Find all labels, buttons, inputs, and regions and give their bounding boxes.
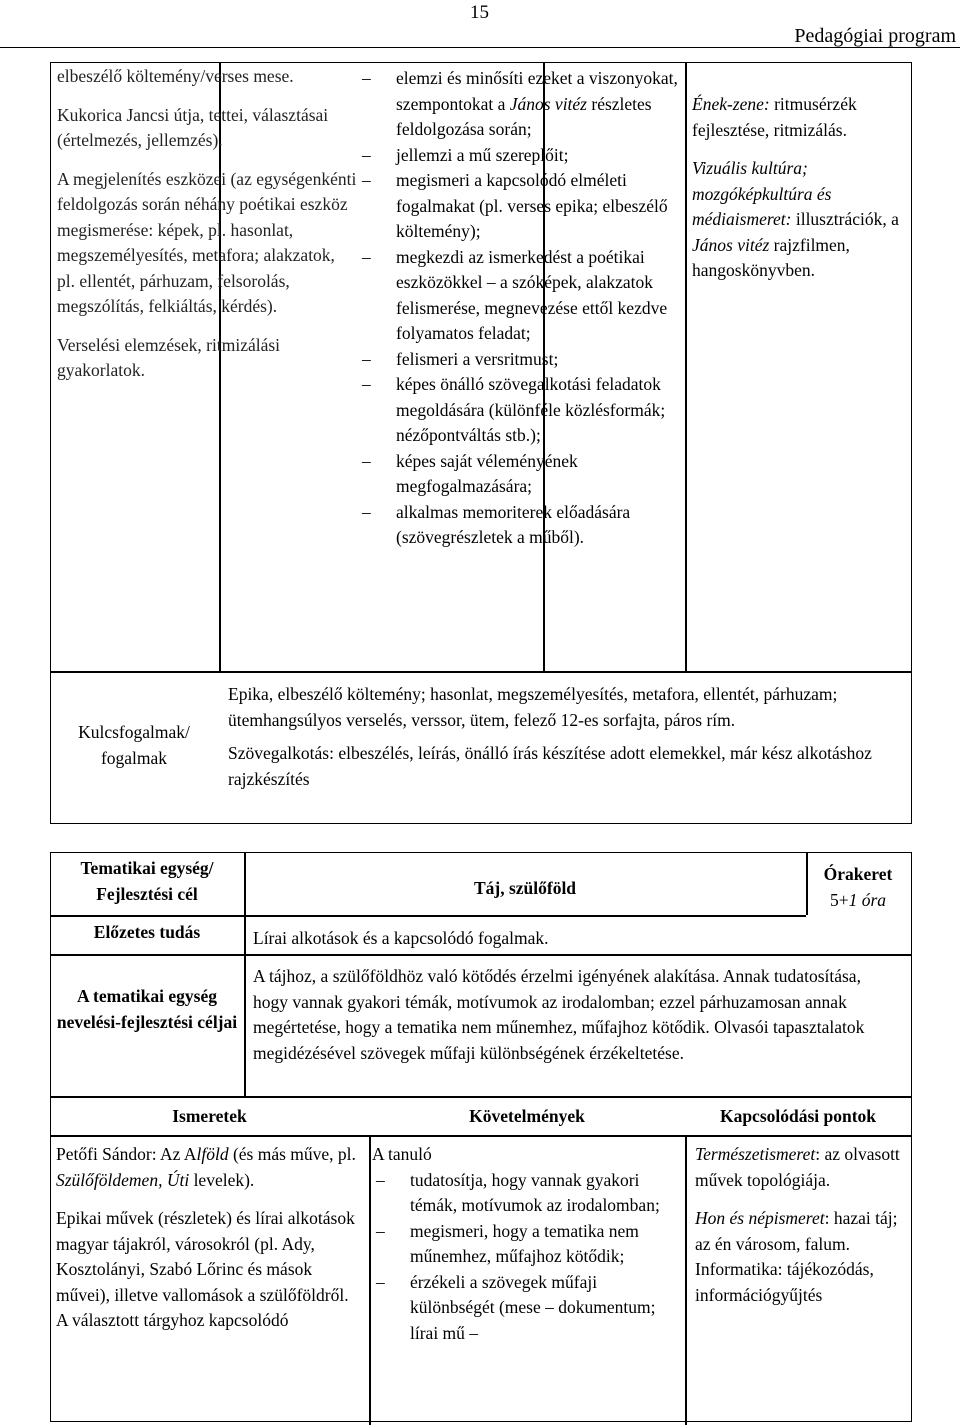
prior-knowledge-text: Lírai alkotások és a kapcsolódó fogalmak. (253, 928, 549, 948)
program-title: Pedagógiai program (794, 25, 956, 47)
key-concepts-paragraph: Szövegalkotás: elbeszélés, leírás, önálló írás készítése adott elemekkel, már kész alkotáshoz rajzkészítés (228, 743, 872, 789)
connection-homeland: Hon és népismeret: hazai táj; az én városom, falum. (695, 1208, 898, 1254)
topic-paragraph: A megjelenítés eszközei (az egységenkénti feldolgozás során néhány poétikai eszköz megismerése: képek, pl. hasonlat, megszemélyesítés, metafora; alakzatok, pl. ellentét, párhuzam, felsorolás, megszólítás, felkiáltás, kérdés). (57, 168, 357, 316)
requirement-item: – megkezdi az ismerkedést a poétikai eszközökkel – a szóképek, alakzatok felismerése, megnevezése ettől kezdve folyamatos feladat; (358, 245, 678, 347)
knowledge-column (56, 1142, 356, 1334)
hours-value: 5+1 óra (829, 889, 887, 910)
requirement-item: – megismeri a kapcsolódó elméleti fogalmakat (pl. verses epika; elbeszélő költemény); (358, 168, 678, 245)
header-divider (0, 47, 960, 48)
requirement-item: – jellemzi a mű szereplőit; (358, 143, 678, 169)
knowledge-paragraph: Epikai művek (részletek) és lírai alkotások magyar tájakról, városokról (pl. Ady, Kosztolányi, Szabó Lőrinc és mások művei), illetve vallomások a szülőföldről. A választott tárgyhoz kapcsolódó (56, 1208, 355, 1330)
student-intro: A tanuló (372, 1144, 432, 1164)
requirement-item: – alkalmas memoriterek előadására (szövegrészletek a műből). (358, 500, 678, 551)
topic-paragraph: Kukorica Jancsi útja, tettei, választásai (értelmezés, jellemzés). (57, 104, 329, 150)
student-requirements-list (372, 1168, 684, 1347)
header-connections: Kapcsolódási pontok (719, 1106, 877, 1126)
requirements-list (358, 66, 678, 551)
key-concepts-text (228, 682, 908, 792)
requirement-item: – elemzi és minősíti ezeket a viszonyokat, szempontokat a János vitéz részletes feldolgozása során; (358, 66, 678, 143)
topic-paragraph: Verselési elemzések, ritmizálási gyakorlatok. (57, 334, 281, 380)
unit-label: Tematikai egység/ Fejlesztési cél (80, 858, 214, 904)
goals-label: A tematikai egység nevelési-fejlesztési céljai (56, 986, 238, 1032)
connection-informatics: Informatika: tájékozódás, információgyűjtés (695, 1259, 874, 1305)
unit-title: Táj, szülőföld (473, 878, 577, 898)
requirement-item: – képes önálló szövegalkotási feladatok megoldására (különféle közlésformák; nézőpontváltás stb.); (358, 372, 678, 449)
key-concepts-paragraph: Epika, elbeszélő költemény; hasonlat, megszemélyesítés, metafora, ellentét, párhuzam; ütemhangsúlyos verselés, verssor, ütem, felező 12-es sorfajta, páros rím. (228, 684, 838, 730)
prior-knowledge-label: Előzetes tudás (93, 922, 201, 942)
key-concepts-label: Kulcsfogalmak/ fogalmak (78, 722, 190, 768)
requirements-column (358, 66, 678, 551)
requirement-item: – érzékeli a szövegek műfaji különbségét (mese – dokumentum; lírai mű – (372, 1270, 684, 1347)
page-number: 15 (470, 2, 489, 23)
connection-nature: Természetismeret: az olvasott művek topológiája. (695, 1144, 900, 1190)
goals-text: A tájhoz, a szülőföldhöz való kötődés érzelmi igényének alakítása. Annak tudatosítása, hogy vannak gyakori témák, motívumok az irodalomban; ezzel párhuzamosan annak megértetése, hogy a tematika nem műnemhez, műfajhoz kötődik. Olvasói tapasztalatok megidézésével szövegek műfaji különbségének érzékeltetése. (253, 966, 865, 1063)
connection-visual: Vizuális kultúra; mozgóképkultúra és médiaismeret: illusztrációk, a János vitéz rajzfilmen, hangoskönyvben. (692, 158, 899, 280)
hours-label: Órakeret (823, 864, 893, 884)
requirement-item: – felismeri a versritmust; (358, 347, 678, 373)
topics-column (57, 64, 357, 384)
requirement-item: – megismeri, hogy a tematika nem műnemhez, műfajhoz kötődik; (372, 1219, 684, 1270)
requirements-body (372, 1142, 684, 1346)
knowledge-paragraph: Petőfi Sándor: Az Alföld (és más műve, pl. Szülőföldemen, Úti levelek). (56, 1144, 356, 1190)
connections-column (692, 92, 907, 284)
topic-paragraph: elbeszélő költemény/verses mese. (57, 66, 294, 86)
requirement-item: – képes saját véleményének megfogalmazására; (358, 449, 678, 500)
header-requirements: Követelmények (469, 1106, 585, 1126)
connections-body (695, 1142, 900, 1308)
hours-box (806, 862, 910, 913)
header-knowledge: Ismeretek (172, 1106, 247, 1126)
requirement-item: – tudatosítja, hogy vannak gyakori témák, motívumok az irodalomban; (372, 1168, 684, 1219)
connection-music: Ének-zene: ritmusérzék fejlesztése, ritmizálás. (692, 94, 857, 140)
